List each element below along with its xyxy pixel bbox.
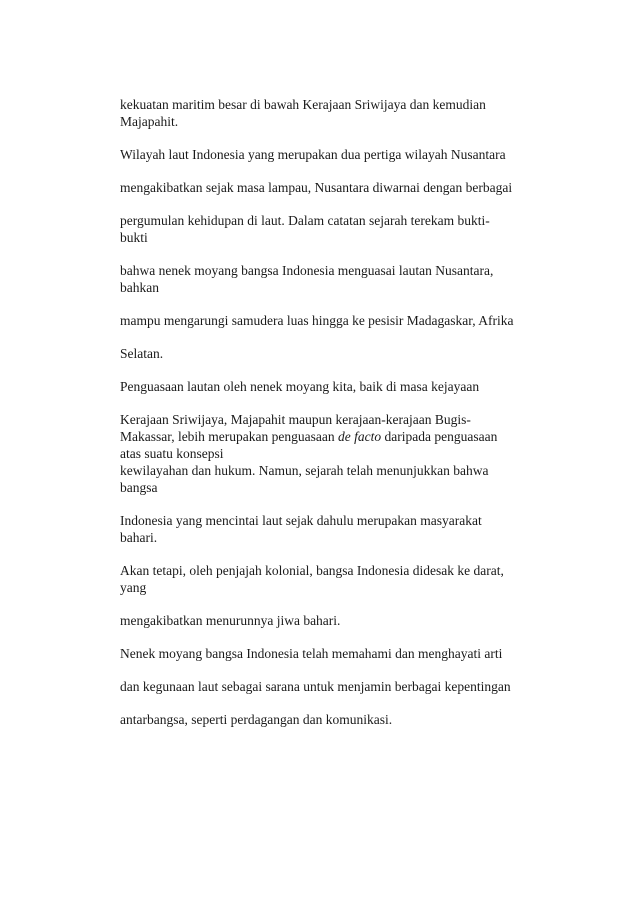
text-line: bahwa nenek moyang bangsa Indonesia menguasai lautan Nusantara,: [120, 263, 494, 278]
text-line: [120, 428, 560, 445]
text-line: mampu mengarungi samudera luas hingga ke pesisir Madagaskar, Afrika: [120, 313, 514, 328]
text-line: Penguasaan lautan oleh nenek moyang kita, baik di masa kejayaan: [120, 379, 480, 394]
paragraph: [120, 96, 560, 130]
body-text: [120, 96, 560, 728]
text-line: bangsa: [120, 480, 158, 495]
text-line: Selatan.: [120, 346, 164, 361]
paragraph-gap: [120, 629, 560, 645]
paragraph: [120, 345, 560, 362]
text-line: Akan tetapi, oleh penjajah kolonial, bangsa Indonesia didesak ke darat,: [120, 563, 504, 578]
text-line: dan kegunaan laut sebagai sarana untuk menjamin berbagai kepentingan: [120, 679, 511, 694]
paragraph-gap: [120, 546, 560, 562]
paragraph: [120, 179, 560, 196]
paragraph-gap: [120, 596, 560, 612]
text-line: atas suatu konsepsi: [120, 446, 224, 461]
italic-term: de facto: [338, 429, 382, 444]
text-line: mengakibatkan menurunnya jiwa bahari.: [120, 613, 341, 628]
paragraph-gap: [120, 362, 560, 378]
paragraph-gap: [120, 130, 560, 146]
paragraph: [120, 262, 560, 296]
text-line: Kerajaan Sriwijaya, Majapahit maupun kerajaan-kerajaan Bugis-: [120, 412, 471, 427]
paragraph: [120, 146, 560, 163]
text-segment: Makassar, lebih merupakan penguasaan: [120, 429, 339, 444]
text-line: kewilayahan dan hukum. Namun, sejarah telah menunjukkan bahwa: [120, 463, 489, 478]
text-line: bahkan: [120, 280, 159, 295]
text-line: Indonesia yang mencintai laut sejak dahulu merupakan masyarakat: [120, 513, 482, 528]
paragraph-gap: [120, 246, 560, 262]
paragraph: [120, 612, 560, 629]
text-line: kekuatan maritim besar di bawah Kerajaan Sriwijaya dan kemudian: [120, 97, 486, 112]
paragraph: [120, 411, 560, 496]
paragraph: [120, 212, 560, 246]
text-segment: daripada penguasaan: [381, 429, 498, 444]
paragraph: [120, 512, 560, 546]
paragraph-gap: [120, 329, 560, 345]
text-line: bukti: [120, 230, 148, 245]
paragraph: [120, 312, 560, 329]
paragraph: [120, 678, 560, 695]
text-line: antarbangsa, seperti perdagangan dan komunikasi.: [120, 712, 393, 727]
text-line: yang: [120, 580, 147, 595]
text-line: Nenek moyang bangsa Indonesia telah memahami dan menghayati arti: [120, 646, 503, 661]
text-line: Majapahit.: [120, 114, 179, 129]
text-line: pergumulan kehidupan di laut. Dalam catatan sejarah terekam bukti-: [120, 213, 490, 228]
paragraph: [120, 711, 560, 728]
paragraph: [120, 378, 560, 395]
paragraph-gap: [120, 496, 560, 512]
text-line: bahari.: [120, 530, 158, 545]
paragraph-gap: [120, 662, 560, 678]
paragraph-gap: [120, 395, 560, 411]
paragraph-gap: [120, 163, 560, 179]
text-line: Wilayah laut Indonesia yang merupakan dua pertiga wilayah Nusantara: [120, 147, 506, 162]
paragraph-gap: [120, 695, 560, 711]
paragraph-gap: [120, 296, 560, 312]
paragraph: [120, 562, 560, 596]
text-line: mengakibatkan sejak masa lampau, Nusantara diwarnai dengan berbagai: [120, 180, 513, 195]
paragraph: [120, 645, 560, 662]
paragraph-gap: [120, 196, 560, 212]
